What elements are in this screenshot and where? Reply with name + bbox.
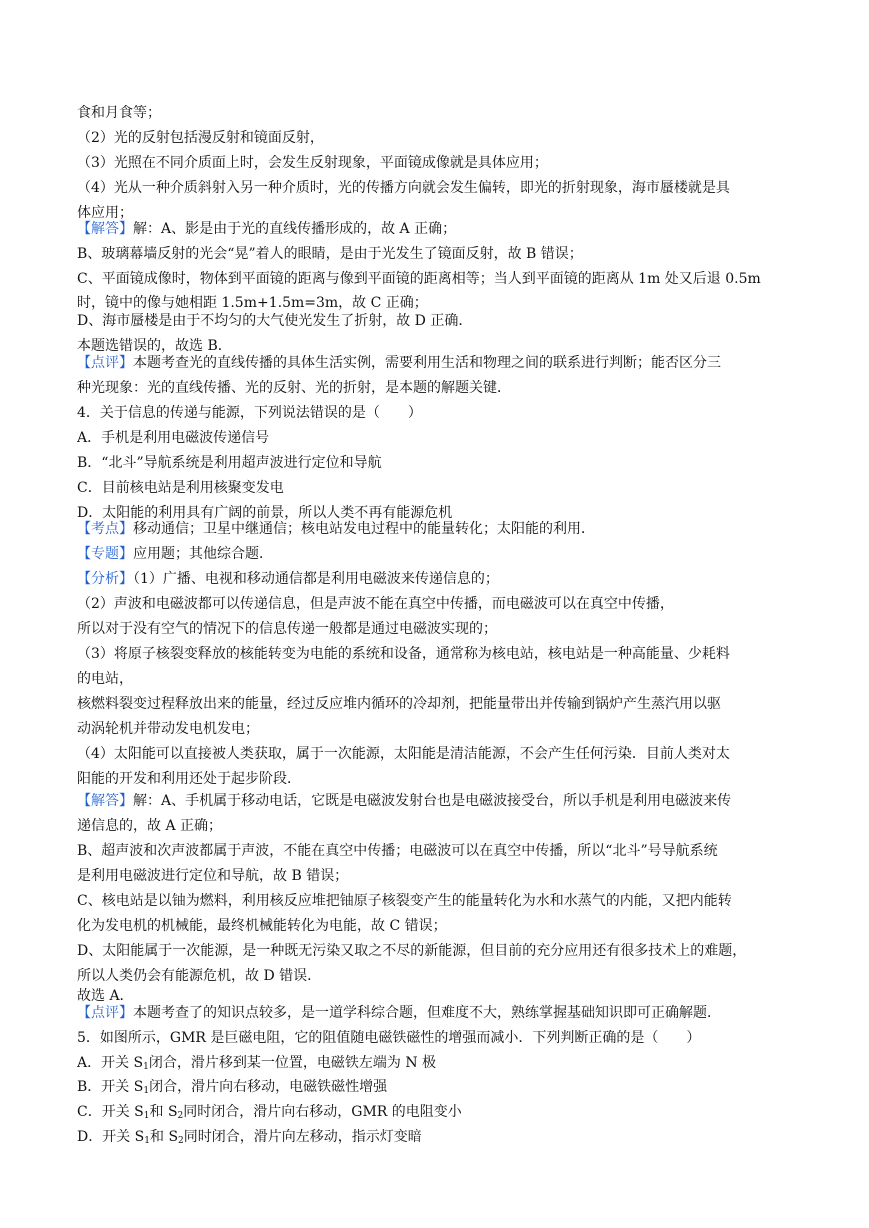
text-span: A．开关 S: [77, 1055, 144, 1071]
text-line: （3）光照在不同介质面上时，会发生反射现象，平面镜成像就是具体应用；: [77, 155, 548, 171]
text-line: C、平面镜成像时，物体到平面镜的距离与像到平面镜的距离相等；当人到平面镜的距离从 1m 处又后退 0.5m: [77, 271, 761, 287]
text-line: D、海市蜃楼是由于不均匀的大气使光发生了折射，故 D 正确．: [77, 313, 473, 329]
option-d: D．太阳能的利用具有广阔的前景，所以人类不再有能源危机: [77, 505, 453, 521]
text-line: 所以对于没有空气的情况下的信息传递一般都是通过电磁波实现的；: [77, 621, 497, 637]
text-span: （1）广播、电视和移动通信都是利用电磁波来传递信息的；: [133, 571, 499, 587]
text-line: 食和月食等；: [77, 105, 161, 121]
text-span: 解：A、影是由于光的直线传播形成的，故 A 正确；: [133, 221, 457, 237]
answer-line: [77, 218, 797, 240]
text-span: B．开关 S: [77, 1079, 144, 1095]
text-line: 化为发电机的机械能，最终机械能转化为电能，故 C 错误；: [77, 918, 447, 934]
section-tag: 【点评】: [77, 1005, 133, 1021]
text-span: 同时闭合，滑片向右移动，GMR 的电阻变小: [183, 1104, 462, 1120]
text-line: 体应用；: [77, 205, 133, 221]
section-tag: 【专题】: [77, 546, 133, 562]
option-b: [77, 1076, 797, 1098]
text-line: 本题选错误的，故选 B．: [77, 338, 232, 354]
text-line: 是利用电磁波进行定位和导航，故 B 错误；: [77, 868, 349, 884]
text-span: 移动通信；卫星中继通信；核电站发电过程中的能量转化；太阳能的利用．: [133, 521, 595, 537]
knowledge-point-line: [77, 518, 797, 540]
analysis-line: [77, 568, 797, 590]
text-span: 和 S: [150, 1129, 179, 1145]
topic-line: [77, 543, 797, 565]
text-span: D．开关 S: [77, 1129, 145, 1145]
section-tag: 【分析】: [77, 571, 133, 587]
subscript: 1: [144, 1136, 150, 1146]
text-line: （4）太阳能可以直接被人类获取，属于一次能源，太阳能是清洁能源，不会产生任何污染．目前人类对太: [77, 746, 730, 762]
text-span: 应用题；其他综合题．: [133, 546, 273, 562]
text-line: （3）将原子核裂变释放的核能转变为电能的系统和设备，通常称为核电站，核电站是一种高能量、少耗料: [77, 646, 730, 662]
text-span: 本题考查了的知识点较多，是一道学科综合题，但难度不大，熟练掌握基础知识即可正确解题．: [133, 1005, 721, 1021]
text-span: 和 S: [149, 1104, 178, 1120]
text-line: 故选 A．: [77, 988, 134, 1004]
text-line: （2）声波和电磁波都可以传递信息，但是声波不能在真空中传播，而电磁波可以在真空中传播，: [77, 596, 674, 612]
text-span: 解：A、手机属于移动电话，它既是电磁波发射台也是电磁波接受台，所以手机是利用电磁波来传: [133, 793, 732, 809]
text-line: C、核电站是以铀为燃料，利用核反应堆把铀原子核裂变产生的能量转化为水和水蒸气的内能，又把内能转: [77, 893, 732, 909]
text-line: D、太阳能属于一次能源，是一种既无污染又取之不尽的新能源，但目前的充分应用还有很多技术上的难题，: [77, 943, 747, 959]
text-line: B、超声波和次声波都属于声波，不能在真空中传播；电磁波可以在真空中传播，所以“北斗”号导航系统: [77, 843, 718, 859]
text-span: 同时闭合，滑片向左移动，指示灯变暗: [183, 1129, 422, 1145]
answer-line: [77, 790, 797, 812]
text-line: 核燃料裂变过程释放出来的能量，经过反应堆内循环的冷却剂，把能量带出并传输到锅炉产生蒸汽用以驱: [77, 696, 721, 712]
question-5: 5．如图所示，GMR 是巨磁电阻，它的阻值随电磁铁磁性的增强而减小．下列判断正确的是（ ）: [77, 1030, 701, 1046]
section-tag: 【点评】: [77, 355, 133, 371]
text-line: B、玻璃幕墙反射的光会“晃”着人的眼睛，是由于光发生了镜面反射，故 B 错误；: [77, 246, 583, 262]
option-c: C．目前核电站是利用核聚变发电: [77, 480, 284, 496]
text-span: 本题考查光的直线传播的具体生活实例，需要利用生活和物理之间的联系进行判断；能否区分三: [133, 355, 721, 371]
text-line: （2）光的反射包括漫反射和镜面反射，: [77, 130, 324, 146]
text-span: 闭合，滑片移到某一位置，电磁铁左端为 N 极: [148, 1055, 437, 1071]
text-line: 的电站，: [77, 671, 133, 687]
comment-line: [77, 1002, 797, 1024]
option-a: A．手机是利用电磁波传递信号: [77, 430, 270, 446]
subscript: 1: [143, 1111, 150, 1121]
option-a: [77, 1052, 797, 1074]
subscript: 2: [177, 1111, 184, 1121]
section-tag: 【解答】: [77, 793, 133, 809]
text-line: 递信息的，故 A 正确；: [77, 818, 223, 834]
option-b: B．“北斗”导航系统是利用超声波进行定位和导航: [77, 455, 382, 471]
section-tag: 【考点】: [77, 521, 133, 537]
subscript: 1: [143, 1062, 149, 1072]
text-line: （4）光从一种介质斜射入另一种介质时，光的传播方向就会发生偏转，即光的折射现象，海市蜃楼就是具: [77, 180, 730, 196]
text-span: C．开关 S: [77, 1104, 144, 1120]
text-line: 动涡轮机并带动发电机发电；: [77, 721, 259, 737]
option-d: [77, 1126, 797, 1148]
comment-line: [77, 352, 797, 374]
text-span: 闭合，滑片向右移动，电磁铁磁性增强: [149, 1079, 388, 1095]
section-tag: 【解答】: [77, 221, 133, 237]
text-line: 时，镜中的像与她相距 1.5m+1.5m=3m，故 C 正确；: [77, 295, 428, 311]
text-line: 阳能的开发和利用还处于起步阶段．: [77, 771, 301, 787]
text-line: 所以人类仍会有能源危机，故 D 错误．: [77, 968, 322, 984]
subscript: 2: [178, 1136, 184, 1146]
option-c: [77, 1101, 797, 1123]
question-4: 4．关于信息的传递与能源，下列说法错误的是（ ）: [77, 405, 422, 421]
subscript: 1: [143, 1086, 150, 1096]
text-line: 种光现象：光的直线传播、光的反射、光的折射，是本题的解题关键．: [77, 380, 511, 396]
